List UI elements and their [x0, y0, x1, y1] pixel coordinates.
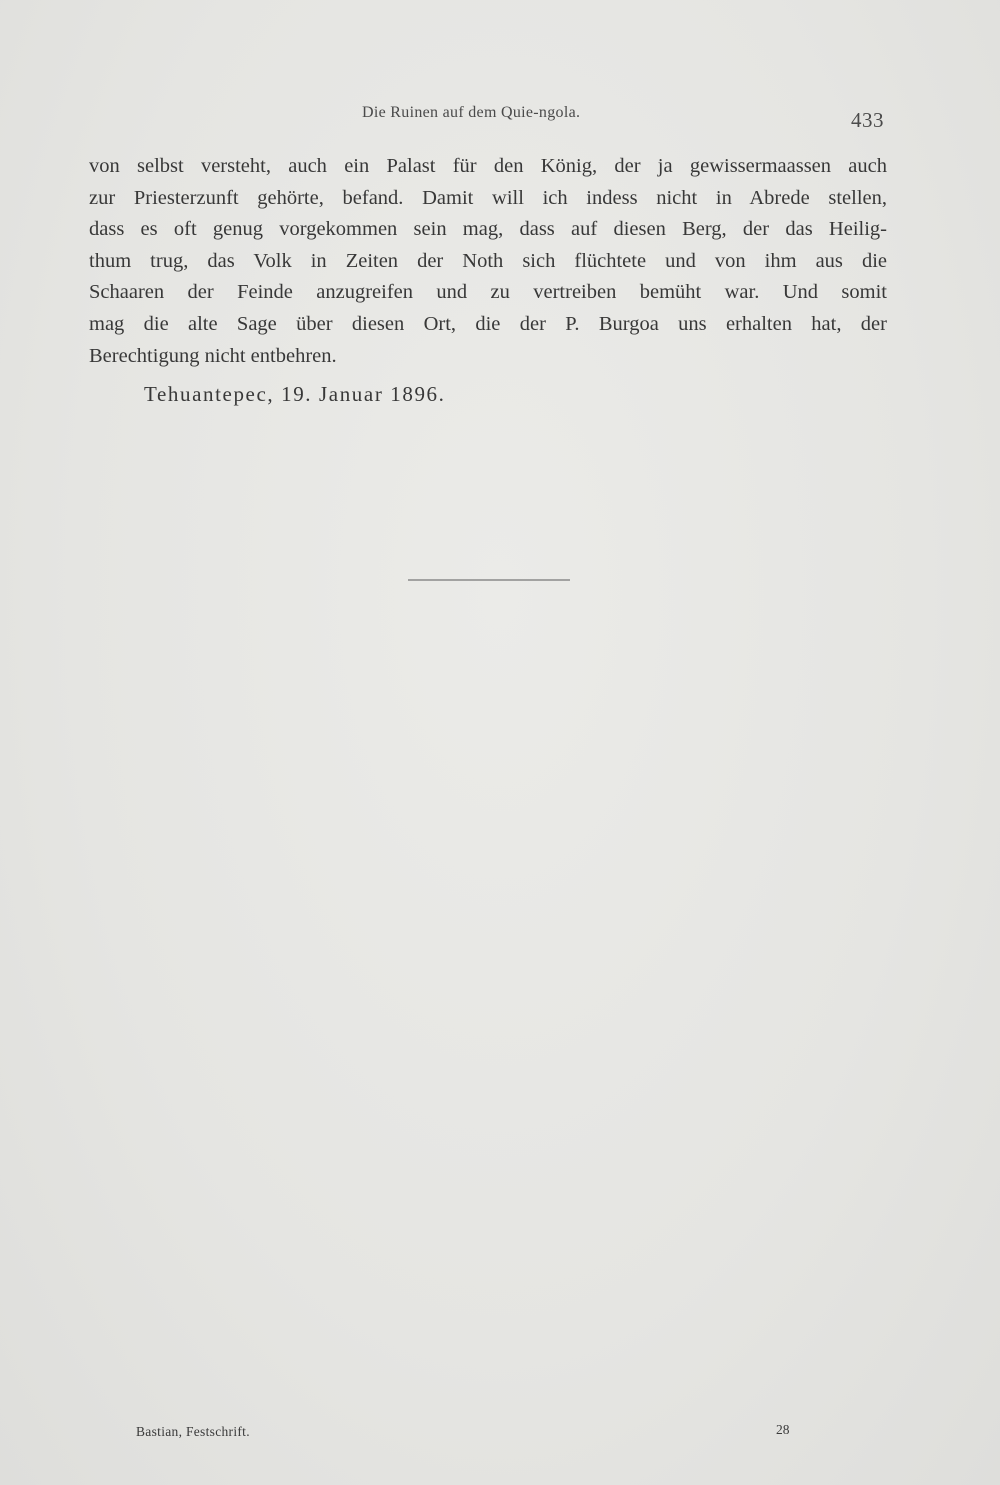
page-number: 433 — [851, 108, 884, 132]
footer-sheet-number: 28 — [776, 1422, 790, 1437]
text-line: von selbst versteht, auch ein Palast für den König, der ja gewissermaassen auch — [89, 155, 887, 177]
body-paragraph — [89, 151, 887, 372]
text-line: thum trug, das Volk in Zeiten der Noth sich flüchtete und von ihm aus die — [89, 249, 887, 272]
section-end-rule — [408, 579, 570, 581]
running-header-title: Die Ruinen auf dem Quie-ngola. — [362, 104, 581, 121]
text-line: zur Priesterzunft gehörte, befand. Damit will ich indess nicht in Abrede stellen, — [89, 186, 887, 209]
dateline: Tehuantepec, 19. Januar 1896. — [144, 382, 446, 406]
footer-signature: Bastian, Festschrift. — [136, 1424, 250, 1439]
text-line: Schaaren der Feinde anzugreifen und zu vertreiben bemüht war. Und somit — [89, 281, 887, 304]
text-line: mag die alte Sage über diesen Ort, die der P. Burgoa uns erhalten hat, der — [89, 312, 887, 335]
text-line: dass es oft genug vorgekommen sein mag, dass auf diesen Berg, der das Heilig- — [89, 218, 887, 241]
text-line: Berechtigung nicht entbehren. — [89, 344, 337, 367]
